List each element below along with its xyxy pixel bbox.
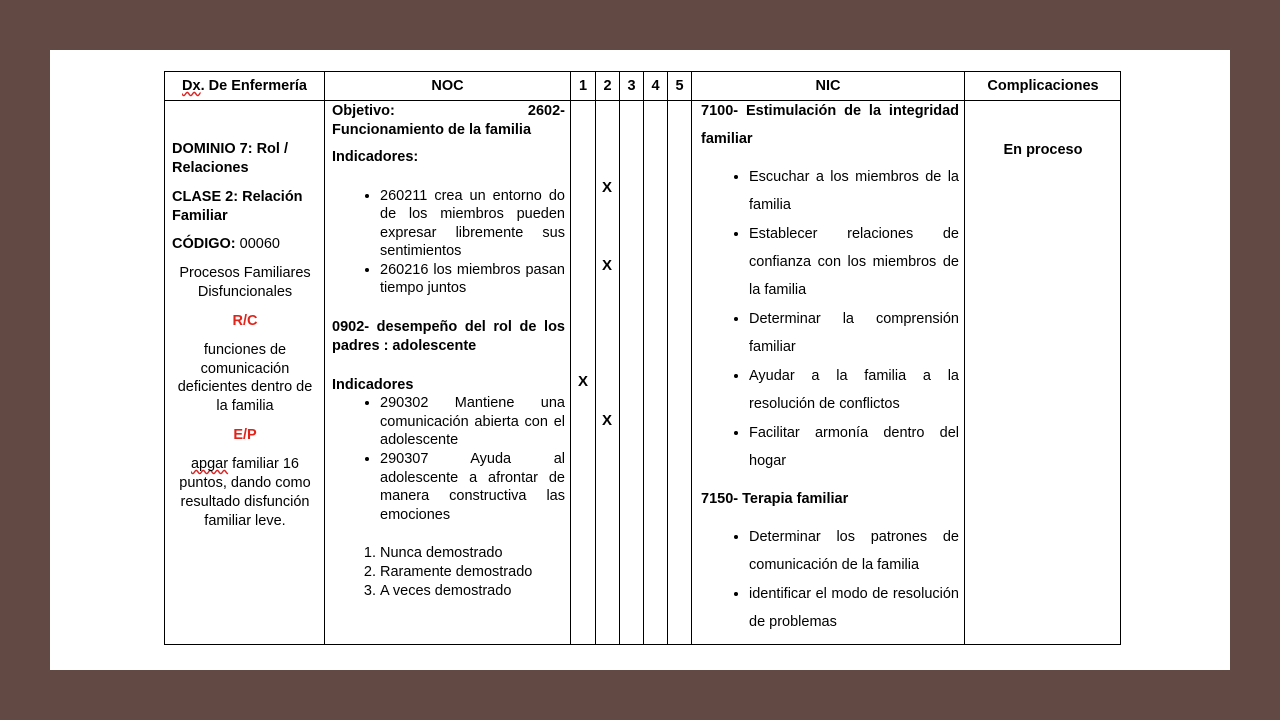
list-item: • 260216 los miembros pasan tiempo juntos (380, 261, 565, 298)
col-divider (595, 72, 596, 644)
header-scale-2: 2 (603, 78, 612, 94)
noc-objective: Objetivo: 2602- (332, 103, 565, 119)
noc-indicator-list-2 (332, 394, 565, 524)
col-divider (324, 72, 325, 644)
noc-cell (332, 102, 565, 601)
col-divider (643, 72, 644, 644)
header-scale-5: 5 (675, 78, 684, 94)
noc-indicators-label: Indicadores: (332, 148, 419, 165)
dx-rc-label: R/C (232, 312, 258, 329)
list-item: • identificar el modo de resolución de problemas (749, 580, 959, 636)
col-divider (619, 72, 620, 644)
noc-indicators-label-2: Indicadores (332, 376, 414, 393)
header-nic: NIC (815, 78, 841, 94)
noc-objective-2: 0902- desempeño del rol de los padres : adolescente (332, 318, 565, 354)
header-noc: NOC (431, 78, 464, 94)
list-item: • Escuchar a los miembros de la familia (749, 163, 959, 219)
scale-mark: X (602, 179, 613, 196)
slide (50, 50, 1230, 670)
list-item: 3. A veces demostrado (380, 582, 565, 601)
header-divider (165, 100, 1120, 101)
dx-proceso: Procesos Familiares Disfuncionales (179, 265, 311, 301)
nic-list-1 (701, 163, 959, 475)
list-item: • Establecer relaciones de confianza con los miembros de la familia (749, 220, 959, 304)
scale-mark: X (602, 412, 613, 429)
scale-mark: X (578, 373, 589, 390)
dx-clase: CLASE 2: Relación Familiar (172, 188, 303, 224)
noc-indicator-list-1 (332, 187, 565, 298)
header-dx: Dx . De Enfermería (182, 78, 307, 94)
list-item: 2. Raramente demostrado (380, 563, 565, 582)
dx-cell (172, 140, 318, 530)
nic-cell (701, 97, 959, 637)
list-item: • Determinar la comprensión familiar (749, 305, 959, 361)
nic-heading-2: 7150- Terapia familiar (701, 491, 849, 507)
noc-scale-list (332, 544, 565, 601)
list-item: • 260211 crea un entorno do de los miembros pueden expresar libremente sus sentimientos (380, 187, 565, 261)
list-item: • 290302 Mantiene una comunicación abierta con el adolescente (380, 394, 565, 450)
dx-dominio: DOMINIO 7: Rol / Relaciones (172, 141, 288, 176)
header-scale-1: 1 (578, 78, 588, 94)
dx-rc-text: funciones de comunicación deficientes dentro de la familia (177, 341, 313, 415)
col-divider (667, 72, 668, 644)
list-item: 1. Nunca demostrado (380, 544, 565, 563)
list-item: • 290307 Ayuda al adolescente a afrontar de manera constructiva las emociones (380, 450, 565, 524)
care-plan-table (164, 71, 1121, 645)
col-divider (570, 72, 571, 644)
nic-list-2 (701, 523, 959, 636)
scale-mark: X (602, 257, 613, 274)
dx-ep-label: E/P (233, 427, 257, 444)
nic-heading-1: 7100- Estimulación de la integridad familiar (701, 103, 959, 147)
list-item: • Ayudar a la familia a la resolución de conflictos (749, 362, 959, 418)
header-complicaciones: Complicaciones (987, 78, 1099, 94)
header-scale-4: 4 (651, 78, 660, 94)
list-item: • Determinar los patrones de comunicación de la familia (749, 523, 959, 579)
dx-ep-text: apgar familiar 16 puntos, dando como resultado disfunción familiar leve. (179, 455, 311, 529)
header-scale-3: 3 (627, 78, 636, 94)
complication-status: En proceso (1003, 142, 1083, 158)
list-item: • Facilitar armonía dentro del hogar (749, 419, 959, 475)
noc-objective-title: Funcionamiento de la familia (332, 121, 532, 138)
dx-codigo: CÓDIGO: 00060 (172, 236, 280, 253)
col-divider (691, 72, 692, 644)
